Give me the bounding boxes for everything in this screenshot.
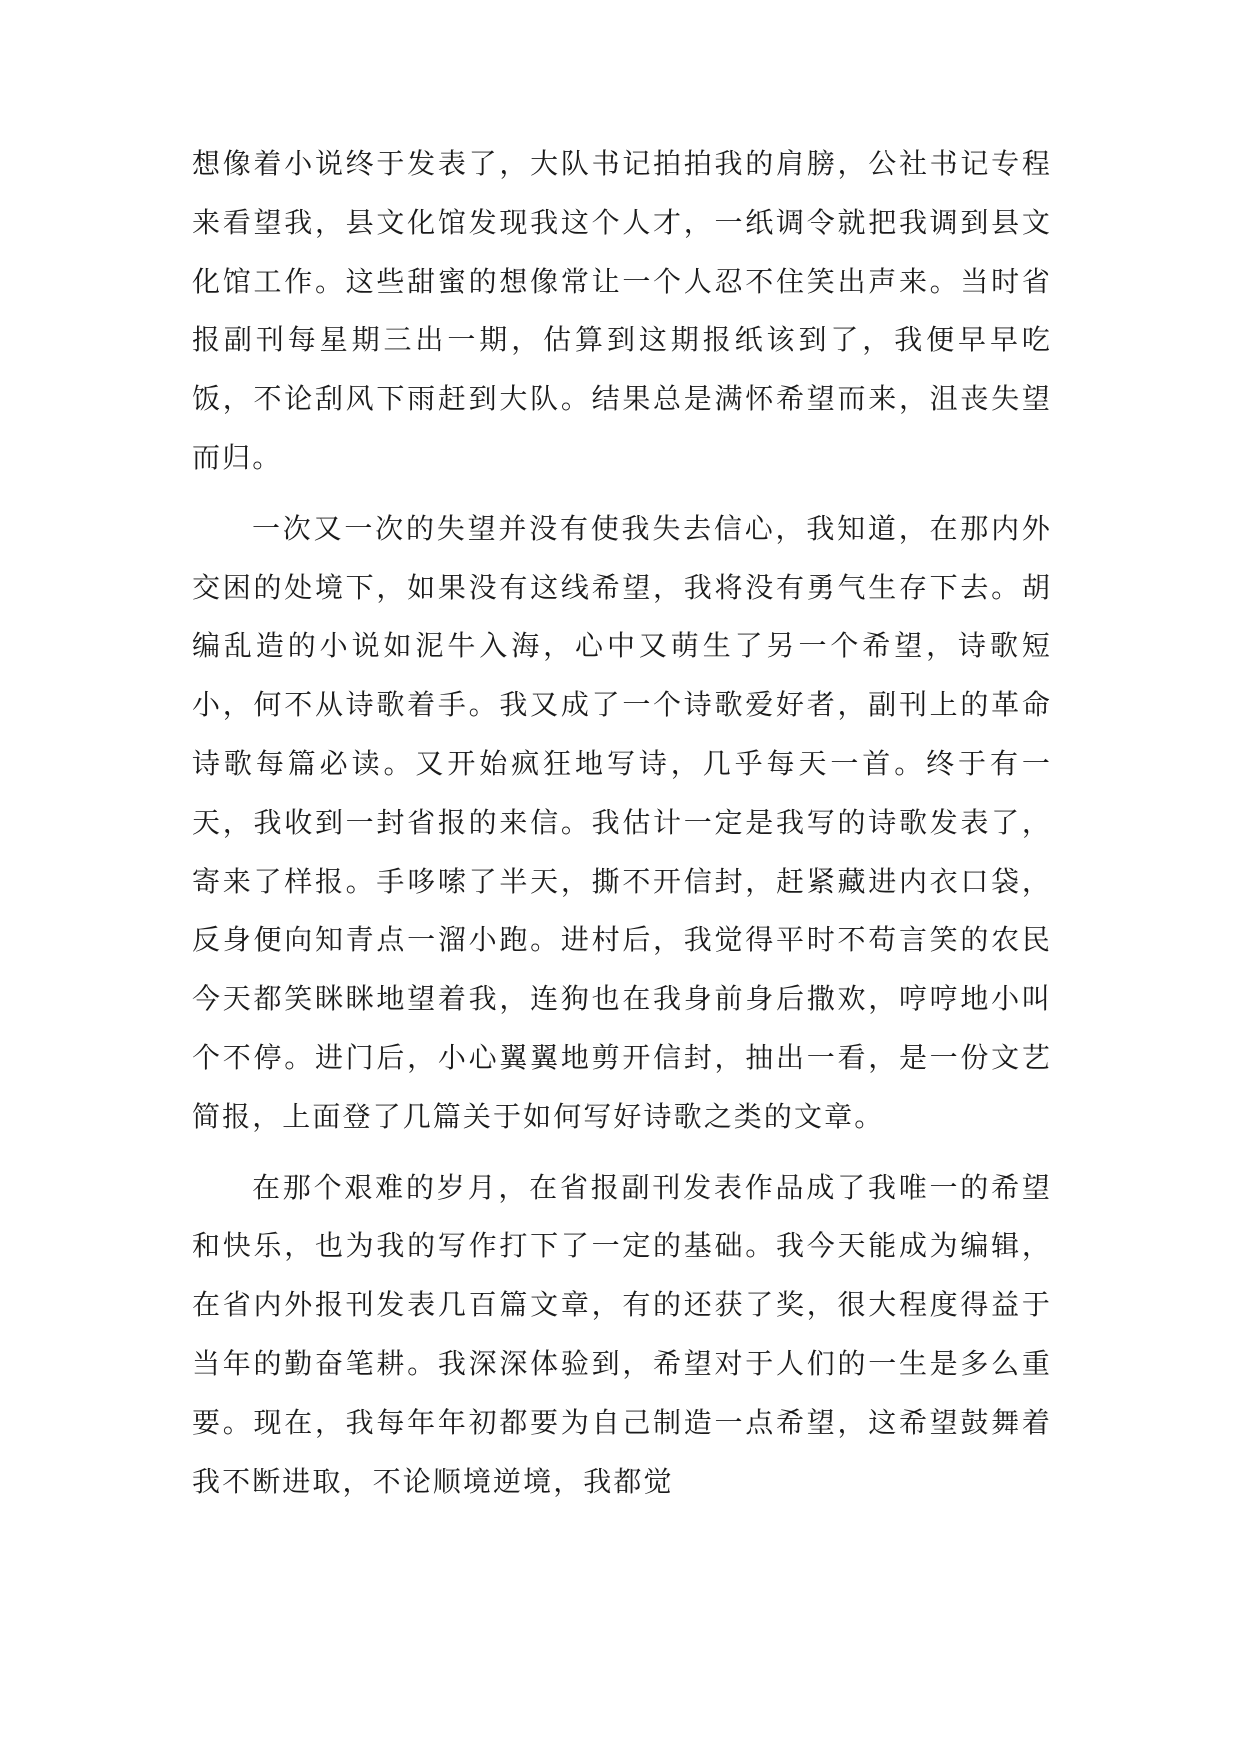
- paragraph-1: 想像着小说终于发表了，大队书记拍拍我的肩膀，公社书记专程来看望我，县文化馆发现我这个人才，一纸调令就把我调到县文化馆工作。这些甜蜜的想像常让一个人忍不住笑出声来。当时省报副刊每星期三出一期，估算到这期报纸该到了，我便早早吃饭，不论刮风下雨赶到大队。结果总是满怀希望而来，沮丧失望而归。: [192, 147, 1052, 474]
- paragraph-3: 在那个艰难的岁月，在省报副刊发表作品成了我唯一的希望和快乐，也为我的写作打下了一定的基础。我今天能成为编辑，在省内外报刊发表几百篇文章，有的还获了奖，很大程度得益于当年的勤奋笔耕。我深深体验到，希望对于人们的一生是多么重要。现在，我每年年初都要为自己制造一点希望，这希望鼓舞着我不断进取，不论顺境逆境，我都觉: [192, 1170, 1052, 1498]
- paragraph-2: 一次又一次的失望并没有使我失去信心，我知道，在那内外交困的处境下，如果没有这线希望，我将没有勇气生存下去。胡编乱造的小说如泥牛入海，心中又萌生了另一个希望，诗歌短小，何不从诗歌着手。我又成了一个诗歌爱好者，副刊上的革命诗歌每篇必读。又开始疯狂地写诗，几乎每天一首。终于有一天，我收到一封省报的来信。我估计一定是我写的诗歌发表了，寄来了样报。手哆嗦了半天，撕不开信封，赶紧藏进内衣口袋，反身便向知青点一溜小跑。进村后，我觉得平时不苟言笑的农民今天都笑眯眯地望着我，连狗也在我身前身后撒欢，哼哼地小叫个不停。进门后，小心翼翼地剪开信封，抽出一看，是一份文艺简报，上面登了几篇关于如何写好诗歌之类的文章。: [192, 511, 1052, 1133]
- document-page: [192, 135, 1052, 1523]
